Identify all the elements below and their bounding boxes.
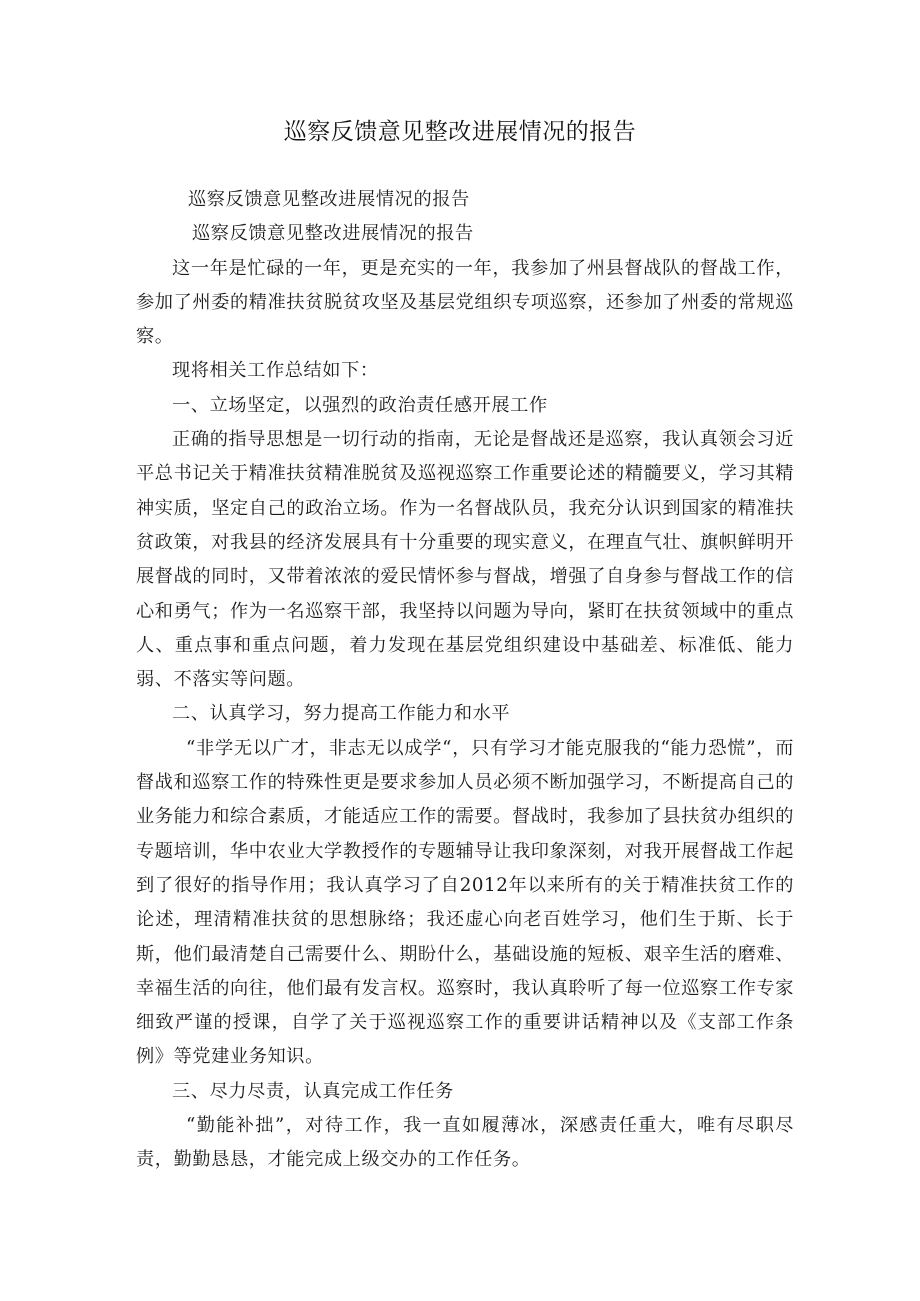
paragraph-intro: 这一年是忙碌的一年，更是充实的一年，我参加了州县督战队的督战工作，参加了州委的精准扶贫脱贫攻坚及基层党组织专项巡察，还参加了州委的常规巡察。	[136, 257, 794, 348]
section-heading-2: 二、认真学习，努力提高工作能力和水平	[172, 703, 511, 725]
section-heading-3: 三、尽力尽责，认真完成工作任务	[172, 1080, 454, 1102]
document-title: 巡察反馈意见整改进展情况的报告	[283, 119, 637, 145]
paragraph-section-1: 正确的指导思想是一切行动的指南，无论是督战还是巡察，我认真领会习近平总书记关于精准扶贫精准脱贫及巡视巡察工作重要论述的精髓要义，学习其精神实质，坚定自己的政治立场。作为一名督战队员，我充分认识到国家的精准扶贫政策，对我县的经济发展具有十分重要的现实意义，在理直气壮、旗帜鲜明开展督战的同时，又带着浓浓的爱民情怀参与督战，增强了自身参与督战工作的信心和勇气；作为一名巡察干部，我坚持以问题为导向，紧盯在扶贫领域中的重点人、重点事和重点问题，着力发现在基层党组织建设中基础差、标准低、能力弱、不落实等问题。	[136, 429, 794, 691]
subtitle-line-2: 巡察反馈意见整改进展情况的报告	[192, 223, 474, 245]
document-body	[136, 183, 794, 1178]
section-heading-1: 一、立场坚定，以强烈的政治责任感开展工作	[172, 394, 548, 416]
paragraph-section-2: “非学无以广才，非志无以成学“，只有学习才能克服我的“能力恐慌”，而督战和巡察工作的特殊性更是要求参加人员必须不断加强学习，不断提高自己的业务能力和综合素质，才能适应工作的需要。督战时，我参加了县扶贫办组织的专题培训，华中农业大学教授作的专题辅导让我印象深刻，对我开展督战工作起到了很好的指导作用；我认真学习了自2012年以来所有的关于精准扶贫工作的论述，理清精准扶贫的思想脉络；我还虚心向老百姓学习，他们生于斯、长于斯，他们最清楚自己需要什么、期盼什么，基础设施的短板、艰辛生活的磨难、幸福生活的向往，他们最有发言权。巡察时，我认真聆听了每一位巡察工作专家细致严谨的授课，自学了关于巡视巡察工作的重要讲话精神以及《支部工作条例》等党建业务知识。	[136, 737, 794, 1068]
paragraph-summary-lead: 现将相关工作总结如下：	[172, 360, 379, 382]
subtitle-line-1: 巡察反馈意见整改进展情况的报告	[188, 189, 470, 210]
paragraph-section-3: “勤能补拙”，对待工作，我一直如履薄冰，深感责任重大，唯有尽职尽责，勤勤恳恳，才能完成上级交办的工作任务。	[136, 1115, 794, 1171]
